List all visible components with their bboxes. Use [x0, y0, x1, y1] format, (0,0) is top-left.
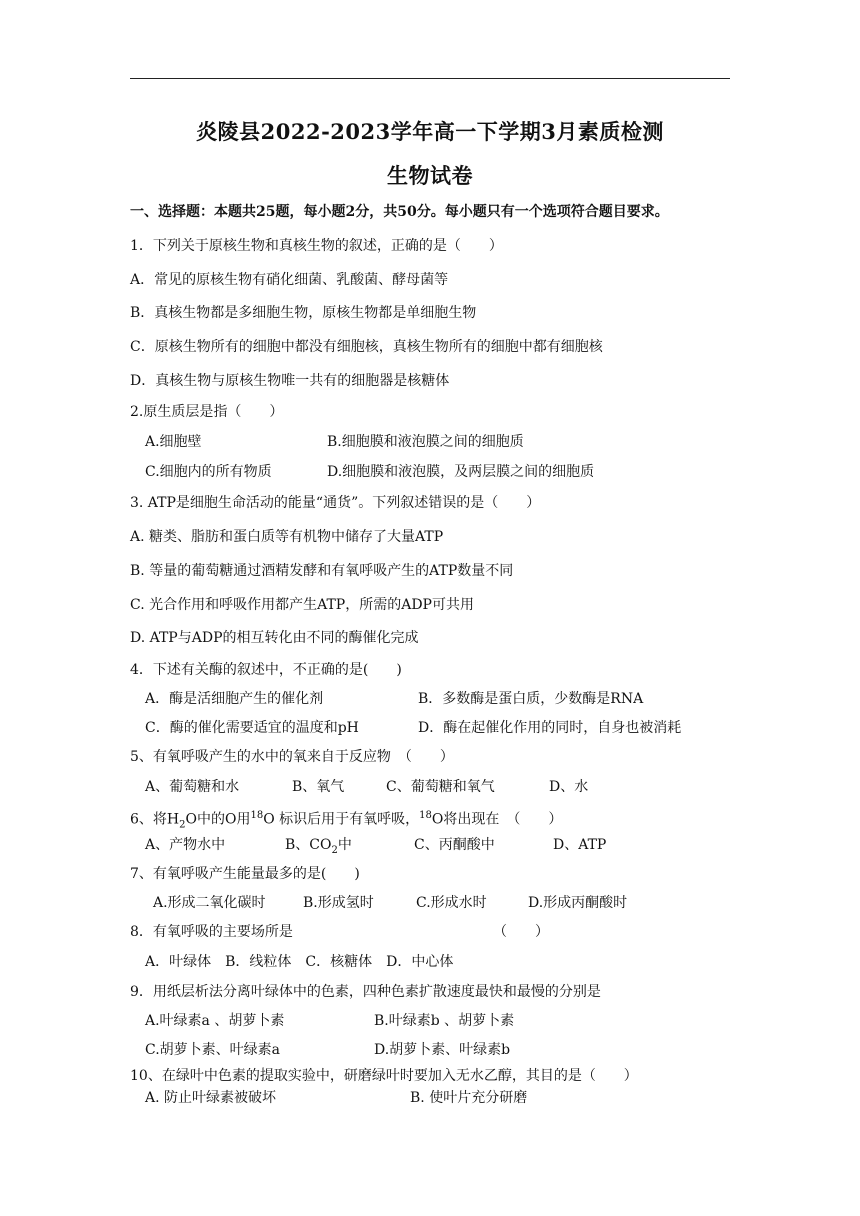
option-d: D．酶在起催化作用的同时，自身也被消耗: [418, 720, 682, 736]
question-stem: 6、将$H_2O$中的O用$^{18}$O 标识后用于有氧呼吸，$^{18}$O将出现在 （ ）: [130, 810, 563, 831]
question-stem: 4．下述有关酶的叙述中，不正确的是( ): [130, 662, 402, 678]
option-b: B．多数酶是蛋白质，少数酶是RNA: [418, 691, 644, 707]
option-d: D.形成丙酮酸时: [528, 895, 628, 911]
option-c: C.形成水时: [416, 895, 487, 911]
page-title: 炎陵县2022-2023学年高一下学期3月素质检测: [196, 119, 664, 144]
option-c: C.细胞内的所有物质: [145, 464, 272, 480]
option-d: D.胡萝卜素、叶绿素b: [374, 1042, 511, 1058]
option-b: B.形成氢时: [303, 895, 374, 911]
option-b: B、氧气: [292, 779, 345, 795]
page-subtitle: 生物试卷: [387, 163, 473, 188]
question-stem: 5、有氧呼吸产生的水中的氧来自于反应物 （ ）: [130, 749, 454, 765]
option-c: C．酶的催化需要适宜的温度和pH: [145, 720, 359, 736]
question-stem: 7、有氧呼吸产生能量最多的是( ): [130, 866, 360, 882]
option-b: B.细胞膜和液泡膜之间的细胞质: [327, 434, 524, 450]
option-a: A.叶绿素a 、胡萝卜素: [145, 1013, 285, 1029]
section-heading: 一、选择题：本题共25题，每小题2分，共50分。每小题只有一个选项符合题目要求。: [130, 204, 669, 220]
option-d: D、水: [549, 779, 589, 795]
option-a: A．酶是活细胞产生的催化剂: [145, 691, 324, 707]
question-stem: 9．用纸层析法分离叶绿体中的色素，四种色素扩散速度最快和最慢的分别是: [130, 984, 601, 1000]
option-b: B.叶绿素b 、胡萝卜素: [374, 1013, 515, 1029]
option-a: A. 防止叶绿素被破坏: [145, 1090, 277, 1106]
option-b: B、$CO_2$中: [285, 837, 352, 856]
option-d: D.细胞膜和液泡膜，及两层膜之间的细胞质: [327, 464, 595, 480]
option-c: C. 光合作用和呼吸作用都产生ATP，所需的ADP可共用: [130, 597, 474, 613]
option-b: B. 等量的葡萄糖通过酒精发酵和有氧呼吸产生的ATP数量不同: [130, 563, 514, 579]
option-b: B. 使叶片充分研磨: [410, 1090, 528, 1106]
question-stem: 8．有氧呼吸的主要场所是: [130, 924, 293, 940]
option-a: A、葡萄糖和水: [145, 779, 240, 795]
option-c: C、葡萄糖和氧气: [386, 779, 495, 795]
question-stem: 1．下列关于原核生物和真核生物的叙述，正确的是（ ）: [130, 238, 503, 254]
option-a: A. 糖类、脂肪和蛋白质等有机物中储存了大量ATP: [130, 529, 444, 545]
option-a: A．常见的原核生物有硝化细菌、乳酸菌、酵母菌等: [130, 272, 449, 288]
option-d: D、ATP: [553, 837, 607, 853]
option-c: C．原核生物所有的细胞中都没有细胞核，真核生物所有的细胞中都有细胞核: [130, 339, 603, 355]
top-rule: [130, 78, 730, 79]
option-d: D．真核生物与原核生物唯一共有的细胞器是核糖体: [130, 373, 450, 389]
option-b: B．真核生物都是多细胞生物，原核生物都是单细胞生物: [130, 305, 477, 321]
question-stem: 3. ATP是细胞生命活动的能量“通货”。下列叙述错误的是（ ）: [130, 495, 541, 511]
options-row: A．叶绿体 B．线粒体 C．核糖体 D．中心体: [145, 954, 454, 970]
option-a: A、产物水中: [145, 837, 226, 853]
option-a: A.细胞壁: [145, 434, 202, 450]
option-c: C、丙酮酸中: [414, 837, 495, 853]
answer-paren: （ ）: [493, 924, 549, 940]
option-d: D. ATP与ADP的相互转化由不同的酶催化完成: [130, 630, 419, 646]
option-a: A.形成二氧化碳时: [153, 895, 266, 911]
option-c: C.胡萝卜素、叶绿素a: [145, 1042, 281, 1058]
question-stem: 2.原生质层是指（ ）: [130, 404, 284, 420]
question-stem: 10、在绿叶中色素的提取实验中，研磨绿叶时要加入无水乙醇，其目的是（ ）: [130, 1068, 638, 1084]
